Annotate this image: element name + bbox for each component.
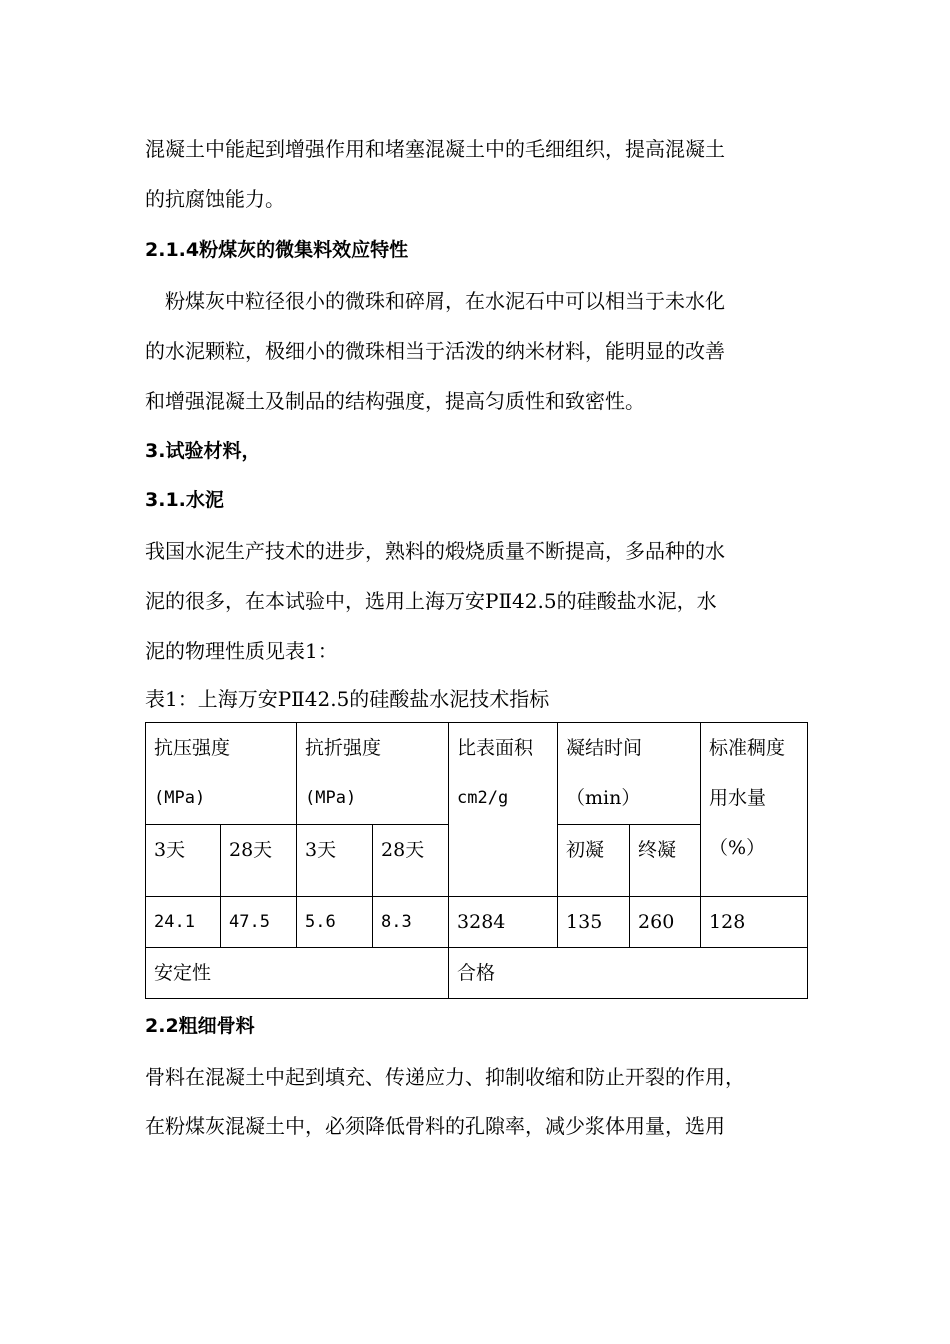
cell-compressive-28d: 47.5 [221,897,297,948]
paragraph-line: 的抗腐蚀能力。 [145,187,285,211]
section-heading-2-1-4: 2.1.4粉煤灰的微集料效应特性 [145,239,409,261]
cell-surface-area: 3284 [449,897,558,948]
cement-spec-table [145,722,808,999]
cell-initial-set: 135 [558,897,630,948]
header-setting-time: 凝结时间 （min） [558,723,701,825]
section-heading-2-2: 2.2粗细骨料 [145,1015,255,1037]
paragraph-line: 泥的物理性质见表1： [145,639,338,663]
cell-stability-label: 安定性 [146,948,449,999]
cell-stability-value: 合格 [449,948,808,999]
table-row [146,897,808,948]
paragraph-line: 我国水泥生产技术的进步，熟料的煅烧质量不断提高，多品种的水 [145,539,725,563]
paragraph-line: 泥的很多，在本试验中，选用上海万安PⅡ42.5的硅酸盐水泥，水 [145,589,717,613]
paragraph-line: 粉煤灰中粒径很小的微珠和碎屑，在水泥石中可以相当于未水化 [145,289,725,313]
subheader-initial-set: 初凝 [558,825,630,897]
cell-final-set: 260 [630,897,701,948]
table-header-row [146,723,808,825]
subheader-3-day: 3天 [146,825,221,897]
header-standard-consistency: 标准稠度 用水量 （%） [701,723,808,897]
section-heading-3: 3.试验材料， [145,440,261,462]
header-surface-area: 比表面积 cm2/g [449,723,558,897]
cell-water-demand: 128 [701,897,808,948]
table-row [146,948,808,999]
cell-flexural-3d: 5.6 [297,897,373,948]
subheader-3-day: 3天 [297,825,373,897]
section-heading-3-1: 3.1.水泥 [145,489,224,511]
paragraph-line: 骨料在混凝土中起到填充、传递应力、抑制收缩和防止开裂的作用， [145,1065,745,1089]
header-flexural-strength: 抗折强度 (MPa) [297,723,449,825]
paragraph-line: 的水泥颗粒，极细小的微珠相当于活泼的纳米材料，能明显的改善 [145,339,725,363]
paragraph-line: 和增强混凝土及制品的结构强度，提高匀质性和致密性。 [145,389,645,413]
subheader-final-set: 终凝 [630,825,701,897]
paragraph-line: 在粉煤灰混凝土中，必须降低骨料的孔隙率，减少浆体用量，选用 [145,1114,725,1138]
paragraph-line: 混凝土中能起到增强作用和堵塞混凝土中的毛细组织，提高混凝土 [145,137,725,161]
table-caption: 表1：上海万安PⅡ42.5的硅酸盐水泥技术指标 [145,687,550,711]
subheader-28-day: 28天 [373,825,449,897]
cell-compressive-3d: 24.1 [146,897,221,948]
cell-flexural-28d: 8.3 [373,897,449,948]
header-compressive-strength: 抗压强度 (MPa) [146,723,297,825]
subheader-28-day: 28天 [221,825,297,897]
